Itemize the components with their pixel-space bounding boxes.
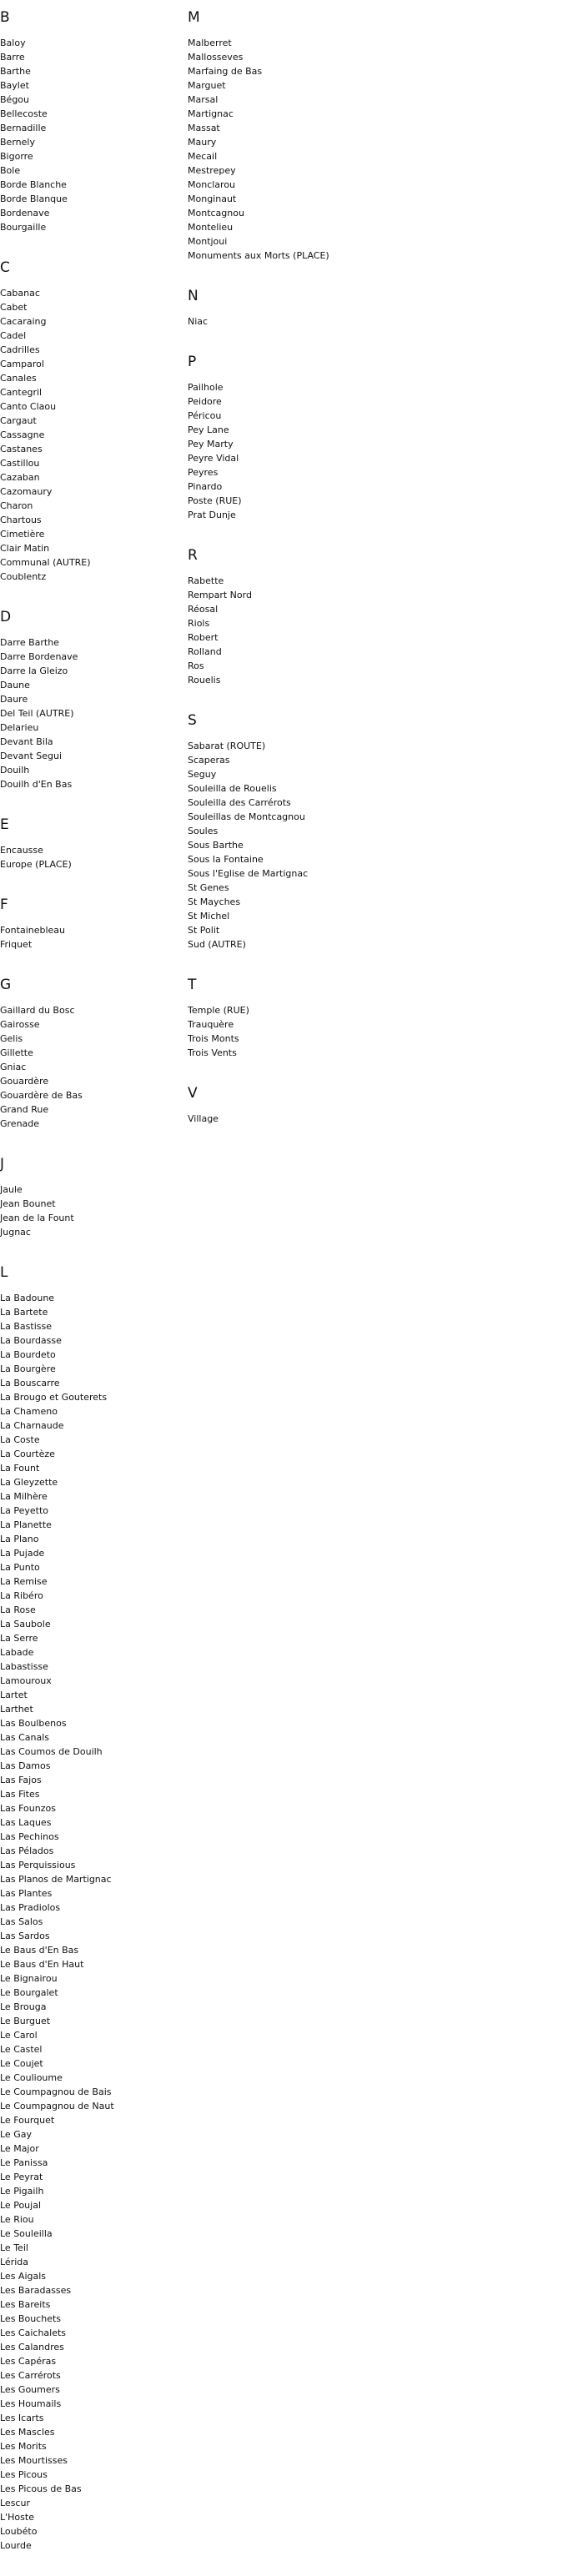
street-link[interactable]: St Mayches — [188, 896, 241, 907]
street-link[interactable]: Le Teil — [0, 2242, 28, 2253]
street-link[interactable]: Labastisse — [0, 1661, 48, 1672]
street-list — [188, 380, 375, 522]
street-link[interactable]: Temple (RUE) — [188, 1005, 249, 1016]
letter-section — [188, 545, 375, 687]
street-link[interactable]: Mallosseves — [188, 52, 244, 63]
street-link[interactable]: Fontainebleau — [0, 925, 66, 936]
street-link[interactable]: Peyres — [188, 467, 219, 478]
street-link[interactable]: Las Fajos — [0, 1775, 42, 1785]
street-link[interactable]: Le Poujal — [0, 2200, 41, 2211]
street-link[interactable]: Castillou — [0, 458, 40, 469]
street-list — [188, 739, 375, 952]
street-link[interactable]: Charon — [0, 500, 33, 511]
street-column-left — [0, 8, 188, 2576]
street-link[interactable]: La Fount — [0, 1463, 40, 1474]
street-link[interactable]: Marguet — [188, 80, 226, 91]
street-link[interactable]: Cimetière — [0, 529, 45, 540]
street-link[interactable]: La Chameno — [0, 1406, 58, 1417]
section-letter-heading: J — [0, 1156, 5, 1173]
street-link[interactable]: Cazomaury — [0, 486, 53, 497]
street-link[interactable]: Jean Bounet — [0, 1198, 56, 1209]
street-link[interactable]: Jean de la Fount — [0, 1213, 74, 1223]
street-link[interactable]: Cazaban — [0, 472, 40, 483]
section-letter-heading: G — [0, 977, 12, 993]
street-link[interactable]: Coublentz — [0, 571, 47, 582]
street-link[interactable]: Le Panissa — [0, 2157, 48, 2168]
street-link[interactable]: La Planette — [0, 1519, 52, 1530]
street-link[interactable]: Rolland — [188, 646, 222, 657]
street-link[interactable]: Réosal — [188, 604, 219, 615]
street-link[interactable]: Pey Lane — [188, 424, 229, 435]
street-link[interactable]: Lérida — [0, 2257, 29, 2267]
street-link[interactable]: Las Sardos — [0, 1931, 50, 1941]
street-link[interactable]: Bigorre — [0, 151, 33, 162]
street-link[interactable]: La Bastisse — [0, 1321, 52, 1332]
section-letter-heading: D — [0, 609, 12, 625]
street-link[interactable]: Riols — [188, 618, 210, 629]
street-link[interactable]: Le Coulioume — [0, 2072, 63, 2083]
street-link[interactable]: Malberret — [188, 38, 232, 48]
street-link[interactable]: Barre — [0, 52, 25, 63]
street-list — [0, 923, 188, 952]
street-link[interactable]: Le Gay — [0, 2129, 32, 2140]
street-link[interactable]: Le Carol — [0, 2030, 38, 2041]
street-link[interactable]: Le Baus d'En Haut — [0, 1959, 84, 1970]
street-link[interactable]: Bernadille — [0, 123, 47, 133]
street-link[interactable]: Daune — [0, 680, 30, 690]
street-link[interactable]: Trauquère — [188, 1019, 234, 1030]
street-link[interactable]: Les Icarts — [0, 2413, 44, 2423]
street-link[interactable]: La Bouscarre — [0, 1378, 60, 1388]
street-link[interactable]: Devant Bila — [0, 736, 53, 747]
street-list — [188, 36, 375, 263]
section-letter-heading: T — [188, 977, 197, 993]
street-link[interactable]: La Remise — [0, 1576, 48, 1587]
street-link[interactable]: La Bartete — [0, 1307, 48, 1318]
letter-section — [188, 286, 375, 329]
street-link[interactable]: Marsal — [188, 94, 219, 105]
street-link[interactable]: Las Fites — [0, 1789, 40, 1800]
street-link[interactable]: Las Damos — [0, 1760, 51, 1771]
street-link[interactable]: Les Mourtisses — [0, 2455, 68, 2466]
street-link[interactable]: Montjoui — [188, 236, 228, 247]
street-link[interactable]: Pailhole — [188, 382, 224, 393]
street-link[interactable]: Camparol — [0, 359, 44, 369]
street-link[interactable]: Les Houmails — [0, 2398, 62, 2409]
street-link[interactable]: La Bourgère — [0, 1363, 56, 1374]
section-letter-heading: E — [0, 816, 9, 833]
street-link[interactable]: Devant Segui — [0, 751, 63, 761]
street-link[interactable]: Massat — [188, 123, 220, 133]
letter-section — [0, 8, 188, 234]
street-link[interactable]: La Saubole — [0, 1619, 51, 1629]
street-link[interactable]: Maury — [188, 137, 217, 148]
street-link[interactable]: Lourde — [0, 2540, 32, 2551]
street-link[interactable]: La Rose — [0, 1604, 36, 1615]
street-list — [188, 314, 375, 329]
street-link[interactable]: Peyre Vidal — [188, 453, 239, 464]
street-link[interactable]: Bégou — [0, 94, 29, 105]
street-link[interactable]: Monginaut — [188, 193, 237, 204]
street-link[interactable]: Del Teil (AUTRE) — [0, 708, 74, 719]
street-link[interactable]: La Pujade — [0, 1548, 45, 1559]
street-link[interactable]: Sud (AUTRE) — [188, 939, 246, 950]
street-link[interactable]: Sous Barthe — [188, 840, 244, 851]
street-list — [0, 1183, 188, 1239]
street-link[interactable]: Bellecoste — [0, 108, 48, 119]
street-link[interactable]: Friquet — [0, 939, 33, 950]
street-link[interactable]: Darre Barthe — [0, 637, 59, 648]
street-link[interactable]: Canales — [0, 373, 37, 384]
street-link[interactable]: Las Salos — [0, 1916, 43, 1927]
street-link[interactable]: Baloy — [0, 38, 26, 48]
street-link[interactable]: Scaperas — [188, 755, 230, 766]
street-list — [0, 1003, 188, 1131]
street-link[interactable]: Cassagne — [0, 429, 45, 440]
street-link[interactable]: Rempart Nord — [188, 590, 252, 600]
street-link[interactable]: Las Boulbenos — [0, 1718, 67, 1729]
street-link[interactable]: Le Bourgalet — [0, 1987, 58, 1998]
street-link[interactable]: Canto Claou — [0, 401, 57, 412]
street-link[interactable]: Cabanac — [0, 288, 40, 299]
street-link[interactable]: Bourgaille — [0, 222, 47, 233]
street-link[interactable]: La Ribéro — [0, 1590, 43, 1601]
street-link[interactable]: Sabarat (ROUTE) — [188, 741, 266, 751]
street-link[interactable]: Gairosse — [0, 1019, 40, 1030]
street-link[interactable]: Le Burguet — [0, 2016, 51, 2026]
street-link[interactable]: La Milhère — [0, 1491, 48, 1502]
street-link[interactable]: Pinardo — [188, 481, 223, 492]
street-link[interactable]: Le Bignairou — [0, 1973, 58, 1984]
letter-section — [0, 607, 188, 791]
street-link[interactable]: La Bourdasse — [0, 1335, 62, 1346]
street-link[interactable]: St Genes — [188, 882, 229, 893]
street-link[interactable]: Robert — [188, 632, 219, 643]
street-link[interactable]: Grenade — [0, 1118, 40, 1129]
section-letter-heading: L — [0, 1264, 8, 1281]
section-letter-heading: V — [188, 1085, 198, 1102]
street-link[interactable]: Les Goumers — [0, 2384, 60, 2395]
street-link[interactable]: Las Planos de Martignac — [0, 1874, 112, 1885]
street-link[interactable]: Lartet — [0, 1690, 28, 1700]
street-link[interactable]: Loubéto — [0, 2526, 38, 2537]
street-link[interactable]: Mestrepey — [188, 165, 236, 176]
street-link[interactable]: Gillette — [0, 1047, 33, 1058]
street-link[interactable]: Sous la Fontaine — [188, 854, 264, 865]
street-link[interactable]: Les Calandres — [0, 2342, 64, 2353]
section-letter-heading: F — [0, 896, 8, 913]
letter-section — [0, 1263, 188, 2553]
street-link[interactable]: Castanes — [0, 444, 43, 454]
street-link[interactable]: Le Coumpagnou de Bais — [0, 2086, 112, 2097]
street-link[interactable]: Las Canals — [0, 1732, 50, 1743]
street-link[interactable]: Cantegril — [0, 387, 43, 398]
street-link[interactable]: Sous l'Eglise de Martignac — [188, 868, 309, 879]
street-link[interactable]: Le Riou — [0, 2214, 34, 2225]
street-link[interactable]: La Peyetto — [0, 1505, 49, 1516]
street-link[interactable]: Baylet — [0, 80, 29, 91]
street-link[interactable]: Le Fourquet — [0, 2115, 55, 2126]
street-link[interactable]: Las Pélados — [0, 1845, 54, 1856]
letter-section — [188, 975, 375, 1060]
street-link[interactable]: Bole — [0, 165, 21, 176]
street-link[interactable]: Douilh d'En Bas — [0, 779, 73, 790]
street-link[interactable]: Souleilla de Rouelis — [188, 783, 277, 794]
street-link[interactable]: Peidore — [188, 396, 222, 407]
street-link[interactable]: Las Pradiolos — [0, 1902, 61, 1913]
street-list — [0, 36, 188, 234]
street-link[interactable]: La Punto — [0, 1562, 40, 1573]
letter-section — [0, 975, 188, 1131]
street-link[interactable]: Le Coumpagnou de Naut — [0, 2101, 114, 2112]
street-link[interactable]: Le Coujet — [0, 2058, 43, 2069]
street-link[interactable]: Gouardère — [0, 1076, 49, 1087]
street-link[interactable]: Trois Monts — [188, 1033, 239, 1044]
street-link[interactable]: Rouelis — [188, 675, 221, 685]
street-link[interactable]: La Charnaude — [0, 1420, 64, 1431]
street-link[interactable]: Europe (PLACE) — [0, 859, 72, 870]
street-link[interactable]: Borde Blanque — [0, 193, 68, 204]
street-link[interactable]: Martignac — [188, 108, 234, 119]
street-link[interactable]: Le Major — [0, 2143, 39, 2154]
street-link[interactable]: Encausse — [0, 845, 43, 856]
street-link[interactable]: Monclarou — [188, 179, 236, 190]
street-link[interactable]: La Gleyzette — [0, 1477, 58, 1488]
street-link[interactable]: Souleilla des Carrérots — [188, 797, 291, 808]
street-link[interactable]: Grand Rue — [0, 1104, 49, 1115]
street-link[interactable]: Niac — [188, 316, 209, 327]
street-list — [188, 1112, 375, 1126]
street-link[interactable]: Clair Matin — [0, 543, 50, 554]
street-link[interactable]: Le Peyrat — [0, 2172, 43, 2182]
letter-section — [0, 258, 188, 584]
street-link[interactable]: Les Aigals — [0, 2271, 47, 2282]
section-letter-heading: P — [188, 354, 197, 370]
street-link[interactable]: Souleillas de Montcagnou — [188, 811, 305, 822]
street-link[interactable]: Le Castel — [0, 2044, 43, 2055]
street-list — [188, 574, 375, 687]
street-link[interactable]: La Badoune — [0, 1293, 55, 1303]
street-link[interactable]: Les Morits — [0, 2441, 47, 2452]
street-link[interactable]: Cabet — [0, 302, 28, 313]
street-link[interactable]: Mecail — [188, 151, 218, 162]
street-list — [188, 1003, 375, 1060]
street-link[interactable]: Cadrilles — [0, 344, 40, 355]
street-link[interactable]: Montcagnou — [188, 208, 244, 218]
street-list — [0, 635, 188, 791]
street-link[interactable]: Les Picous — [0, 2469, 48, 2480]
street-link[interactable]: Prat Dunje — [188, 510, 236, 520]
street-link[interactable]: Borde Blanche — [0, 179, 67, 190]
street-list — [0, 286, 188, 584]
street-link[interactable]: Las Founzos — [0, 1803, 56, 1814]
street-link[interactable]: Jugnac — [0, 1227, 31, 1238]
street-link[interactable]: Les Baradasses — [0, 2285, 72, 2296]
street-link[interactable]: Delarieu — [0, 722, 39, 733]
street-link[interactable]: Gelis — [0, 1033, 23, 1044]
street-link[interactable]: Pey Marty — [188, 439, 234, 449]
street-link[interactable]: La Brougo et Gouterets — [0, 1392, 108, 1403]
street-link[interactable]: Les Mascles — [0, 2427, 55, 2438]
street-link[interactable]: Le Souleilla — [0, 2228, 53, 2239]
street-link[interactable]: Douilh — [0, 765, 30, 776]
street-link[interactable]: La Plano — [0, 1534, 39, 1544]
street-link[interactable]: Lescur — [0, 2498, 30, 2508]
street-link[interactable]: Soules — [188, 826, 219, 836]
street-link[interactable]: Chartous — [0, 515, 42, 525]
letter-section — [0, 895, 188, 952]
street-link[interactable]: Seguy — [188, 769, 217, 780]
letter-section — [0, 815, 188, 871]
street-link[interactable]: La Serre — [0, 1633, 38, 1644]
letter-section — [188, 711, 375, 952]
street-link[interactable]: Cargaut — [0, 415, 37, 426]
section-letter-heading: C — [0, 259, 10, 276]
street-link[interactable]: Monuments aux Morts (PLACE) — [188, 250, 329, 261]
street-link[interactable]: Bernely — [0, 137, 35, 148]
street-link[interactable]: Rabette — [188, 575, 224, 586]
street-link[interactable]: Le Pigailh — [0, 2186, 44, 2197]
street-link[interactable]: Daure — [0, 694, 28, 705]
letter-section — [0, 1154, 188, 1239]
street-link[interactable]: Ros — [188, 660, 204, 671]
street-link[interactable]: Le Baus d'En Bas — [0, 1945, 79, 1956]
street-link[interactable]: La Coste — [0, 1434, 40, 1445]
street-link[interactable]: St Polit — [188, 925, 220, 936]
street-link[interactable]: Péricou — [188, 410, 222, 421]
street-link[interactable]: Darre la Gleizo — [0, 665, 68, 676]
street-link[interactable]: St Michel — [188, 911, 230, 921]
street-link[interactable]: L'Hoste — [0, 2512, 34, 2523]
street-link[interactable]: Cadel — [0, 330, 27, 341]
street-column-right — [188, 8, 375, 1149]
street-link[interactable]: Cacaraing — [0, 316, 47, 327]
section-letter-heading: N — [188, 288, 199, 304]
letter-section — [188, 1083, 375, 1126]
street-link[interactable]: Gouardère de Bas — [0, 1090, 83, 1101]
street-list — [0, 843, 188, 871]
street-link[interactable]: Bordenave — [0, 208, 50, 218]
street-link[interactable]: Las Laques — [0, 1817, 52, 1828]
street-list — [0, 1291, 188, 2553]
street-link[interactable]: Les Carrérots — [0, 2370, 61, 2381]
street-link[interactable]: Barthe — [0, 66, 31, 77]
section-letter-heading: M — [188, 9, 200, 26]
letter-section — [188, 352, 375, 522]
street-link[interactable]: Marfaing de Bas — [188, 66, 263, 77]
street-link[interactable]: Montelieu — [188, 222, 234, 233]
street-link[interactable]: Las Coumos de Douilh — [0, 1746, 103, 1757]
street-link[interactable]: Village — [188, 1113, 219, 1124]
street-link[interactable]: Labade — [0, 1647, 34, 1658]
section-letter-heading: B — [0, 9, 10, 26]
street-link[interactable]: Gniac — [0, 1062, 27, 1072]
section-letter-heading: R — [188, 547, 198, 564]
street-link[interactable]: Las Plantes — [0, 1888, 53, 1899]
street-link[interactable]: Les Bouchets — [0, 2313, 62, 2324]
street-link[interactable]: Trois Vents — [188, 1047, 237, 1058]
street-link[interactable]: Poste (RUE) — [188, 495, 242, 506]
street-link[interactable]: Las Perquissious — [0, 1860, 76, 1870]
street-link[interactable]: La Bourdeto — [0, 1349, 56, 1360]
street-link[interactable]: Gaillard du Bosc — [0, 1005, 75, 1016]
street-link[interactable]: Darre Bordenave — [0, 651, 78, 662]
street-link[interactable]: Lamouroux — [0, 1675, 52, 1686]
street-link[interactable]: La Courtèze — [0, 1449, 55, 1459]
letter-section — [188, 8, 375, 263]
street-link[interactable]: Les Picous de Bas — [0, 2483, 82, 2494]
street-link[interactable]: Les Capéras — [0, 2356, 57, 2367]
street-link[interactable]: Le Brouga — [0, 2001, 47, 2012]
street-link[interactable]: Larthet — [0, 1704, 33, 1715]
street-link[interactable]: Jaule — [0, 1184, 23, 1195]
section-letter-heading: S — [188, 712, 197, 729]
street-link[interactable]: Las Pechinos — [0, 1831, 59, 1842]
street-link[interactable]: Les Caichalets — [0, 2327, 67, 2338]
street-link[interactable]: Communal (AUTRE) — [0, 557, 91, 568]
street-link[interactable]: Les Bareits — [0, 2299, 51, 2310]
